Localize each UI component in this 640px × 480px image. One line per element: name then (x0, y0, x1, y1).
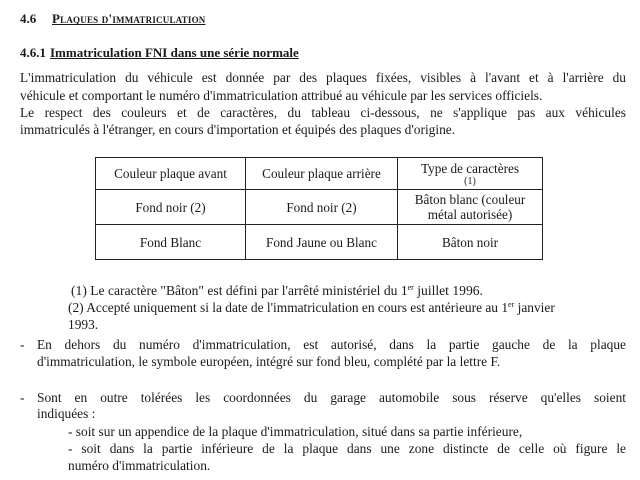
plate-colour-table (95, 157, 543, 260)
footnote-1-text: (1) Le caractère "Bâton" est défini par l'arrêté ministériel du 1 (71, 283, 408, 298)
footnote-1-sup: er (407, 283, 414, 292)
table-cell: Fond Jaune ou Blanc (246, 225, 398, 260)
intro-line-3: Le respect des couleurs et de caractères, du tableau ci-dessous, ne s'applique pas aux véhicules (20, 105, 626, 120)
header-character-type (398, 158, 543, 190)
header-character-type-label: Type de caractères (421, 160, 519, 176)
table-cell: Bâton blanc (couleur métal autorisée) (398, 190, 543, 225)
footnote-1-end: juillet 1996. (413, 283, 483, 298)
table-row (96, 190, 543, 225)
intro-line-4: immatriculés à l'étranger, en cours d'importation et équipés des plaques d'origine. (20, 122, 456, 137)
section-number: 4.6 (20, 11, 37, 26)
header-front-colour: Couleur plaque avant (96, 158, 246, 190)
section-title: Plaques d'immatriculation (52, 11, 206, 26)
header-rear-colour: Couleur plaque arrière (246, 158, 398, 190)
table-cell: Fond noir (2) (96, 190, 246, 225)
bullet-1-line-2: d'immatriculation, le symbole européen, intégré sur fond bleu, complété par la lettre F. (37, 354, 501, 369)
table-row (96, 225, 543, 260)
bullet-1-line-1: En dehors du numéro d'immatriculation, est autorisé, dans la partie gauche de la plaque (37, 337, 626, 352)
sub-item-2: - soit dans la partie inférieure de la plaque dans une zone distincte de celle où figure le (68, 441, 626, 456)
bullet-marker: - (20, 390, 25, 405)
subsection-title: Immatriculation FNI dans une série normale (50, 45, 299, 60)
sub-item-1: - soit sur un appendice de la plaque d'immatriculation, situé dans sa partie inférieure, (68, 424, 523, 439)
subsection-number: 4.6.1 (20, 45, 46, 60)
table-cell: Fond noir (2) (246, 190, 398, 225)
intro-line-1: L'immatriculation du véhicule est donnée par des plaques fixées, visibles à l'avant et à l'arrière du (20, 70, 626, 85)
footnote-2-text: (2) Accepté uniquement si la date de l'immatriculation en cours est antérieure au 1 (68, 300, 509, 315)
footnote-2-sup: er (508, 300, 515, 309)
table-cell: Fond Blanc (96, 225, 246, 260)
table-cell: Bâton noir (398, 225, 543, 260)
bullet-2-line-2: indiquées : (37, 406, 96, 421)
footnote-1 (71, 283, 483, 298)
intro-line-2: véhicule et comportant le numéro d'immatriculation attribué au véhicule par les services officiels. (20, 88, 543, 103)
sub-item-2-cont: numéro d'immatriculation. (68, 458, 211, 473)
footnote-2-year: 1993. (68, 317, 99, 332)
header-note-ref: (1) (464, 175, 476, 187)
table-header-row (96, 158, 543, 190)
footnote-2 (68, 300, 555, 315)
footnote-2-end: janvier (514, 300, 555, 315)
bullet-marker: - (20, 337, 25, 352)
bullet-2-line-1: Sont en outre tolérées les coordonnées du garage automobile sous réserve qu'elles soient (37, 390, 626, 405)
